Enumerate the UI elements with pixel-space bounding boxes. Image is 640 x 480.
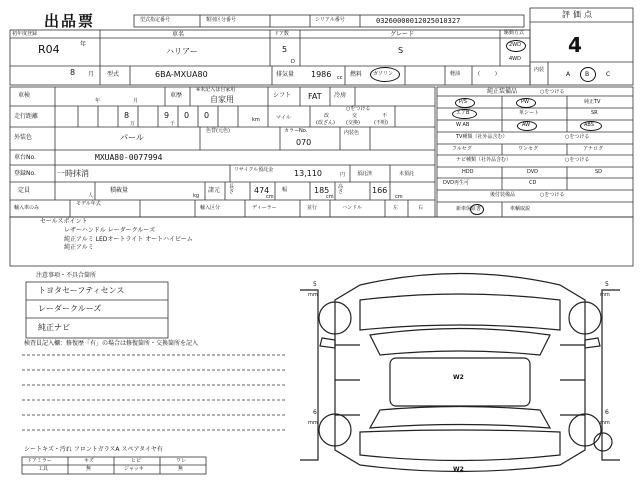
import-label: 輸入車のみ — [14, 205, 40, 211]
sales-label: セールスポイント — [40, 218, 88, 225]
tread-unit-rl: mm — [308, 420, 318, 426]
recycle-undeposited: 未預託 — [399, 171, 415, 177]
footer-v2: 無 — [86, 466, 92, 472]
shift-label: シフト — [273, 92, 292, 99]
meter-label: マイル — [276, 115, 291, 121]
displacement-label: 排気量 — [276, 71, 295, 78]
load-label: 積載量 — [110, 187, 129, 194]
rear-note: ○をつける — [540, 192, 565, 198]
drive-4wd: 4WD — [509, 56, 521, 62]
equip-aw: AW — [522, 122, 531, 128]
footer-h3: ヒビ — [131, 458, 142, 464]
footer-v4: 無 — [178, 466, 184, 472]
equip-pw: PW — [521, 99, 529, 105]
car-name-label: 車名 — [172, 31, 185, 38]
sales-line-2: 純正アルミ LEDオートライト オートハイビーム — [64, 236, 193, 243]
fuel-label: 燃料 — [350, 71, 363, 78]
fuel-other: ( ) — [478, 71, 497, 77]
rear-header: 後付装備品 — [490, 192, 516, 198]
equip-wab: W AB — [456, 122, 470, 128]
registration-label: 登録No. — [14, 170, 36, 177]
mark-rear: W2 — [453, 466, 464, 473]
warranty: 新車保証書 — [456, 206, 482, 212]
usage-value: 自家用 — [210, 95, 234, 104]
color-change-label: 色替(元色) — [206, 128, 230, 134]
equip-airb: エアB — [456, 110, 470, 116]
mileage-digit-3: 8 — [124, 111, 130, 120]
chassis-value: MXUA80-0077994 — [95, 153, 163, 162]
color-no: 070 — [296, 138, 312, 147]
tread-rear-left: 6 — [313, 409, 317, 416]
navi-label: ナビ種類（社外品含む） — [456, 157, 512, 163]
exterior-color: パール — [120, 133, 144, 142]
displacement-value: 1986 — [311, 70, 332, 79]
light-oil: 軽油 — [450, 71, 461, 77]
mileage-unit-man: 万 — [130, 121, 136, 127]
height-label: 高さ — [338, 184, 344, 195]
mileage-digit-6: 0 — [204, 111, 210, 120]
equip-leather: 革シート — [519, 110, 540, 116]
footer-h1: ドアミラー — [27, 458, 52, 464]
chassis-label: 車台No. — [14, 154, 36, 161]
grade-value: S — [398, 46, 404, 55]
meter-sub-3: (不明) — [374, 120, 388, 126]
mileage-digit-4: 9 — [164, 111, 170, 120]
car-diagram — [300, 274, 620, 472]
type-designation-label: 型式指定番号 — [140, 17, 171, 23]
dvd-label: DVD再生可 — [443, 180, 470, 186]
doors-value: 5 — [282, 45, 288, 54]
first-reg-label: 初年度登録 — [12, 31, 38, 37]
meter-circle-note: ○をつける — [346, 106, 371, 112]
doors-sub: D — [291, 59, 295, 65]
mileage-digit-5: 0 — [184, 111, 190, 120]
meter-opt-3: 不 — [382, 113, 388, 119]
note-line-1: トヨタセーフティセンス — [38, 286, 125, 295]
year-unit: 年 — [80, 41, 87, 48]
interior-color-label: 内装色 — [344, 130, 360, 136]
navi-dvd: DVD — [527, 169, 539, 175]
dims-label: 諸元 — [208, 187, 221, 194]
doors-label: ドア数 — [274, 31, 289, 37]
recycle-unit: 円 — [340, 172, 346, 178]
shift-value: FAT — [308, 92, 322, 101]
equipment-header: 純正装備品 — [487, 88, 518, 95]
tv-full: フルセグ — [452, 146, 472, 152]
tread-front-left: 5 — [313, 281, 317, 288]
navi-hdd: HDD — [462, 169, 474, 175]
load-unit: kg — [193, 193, 200, 199]
displacement-unit: cc — [337, 75, 343, 81]
reg-month: 8 — [70, 68, 76, 77]
mileage-unit-sen: 千 — [170, 121, 176, 127]
color-no-label: カラーNo. — [284, 128, 308, 134]
meter-sub-2: (交換) — [346, 120, 360, 126]
warranty-circle — [470, 204, 484, 215]
model-value: 6BA-MXUA80 — [155, 70, 208, 79]
recycle-label: リサイクル預託金 — [234, 167, 274, 173]
equip-sr: SR — [591, 110, 598, 116]
year-era: R04 — [38, 43, 60, 56]
tread-rear-right: 6 — [605, 409, 609, 416]
parallel: 並行 — [307, 205, 318, 211]
inspection-label: 車検 — [18, 92, 31, 99]
tv-label: TV種類（社外品含む） — [456, 134, 508, 140]
dealer: ディーラー — [252, 205, 277, 211]
sales-line-1: レザーハンドル レーダークルーズ — [64, 227, 156, 234]
mileage-label: 走行距離 — [14, 113, 39, 120]
grade-c: C — [606, 71, 611, 78]
interior-label: 内装 — [534, 67, 545, 73]
footer-v3: ジャッキ — [124, 466, 144, 472]
sheet-title: 出品票 — [44, 12, 96, 30]
inspector-label: 検査員記入欄：修復歴「有」の場合は修復箇所・交換箇所を記入 — [24, 340, 199, 347]
model-label: 型式 — [107, 71, 120, 78]
serial-label: シリアル番号 — [315, 17, 345, 23]
footer-h2: キズ — [84, 458, 94, 464]
usage-label: 車歴 — [170, 92, 183, 99]
recycle-value: 13,110 — [294, 169, 322, 178]
tv-analog: アナログ — [583, 146, 604, 152]
length-unit: cm — [266, 194, 274, 200]
handle-right: 右 — [418, 205, 424, 211]
equip-tv: 純正TV — [584, 99, 601, 105]
meter-opt-1: 改 — [324, 113, 330, 119]
model-year-label: モデル年式 — [76, 201, 101, 207]
car-name: ハリアー — [166, 47, 198, 56]
height-value: 166 — [372, 186, 388, 195]
footer-h4: ワレ — [176, 458, 187, 464]
tread-front-right: 5 — [605, 281, 609, 288]
notes-label: 注意事項・不具合箇所 — [36, 272, 97, 279]
grade-b: B — [585, 71, 590, 78]
width-unit: cm — [326, 194, 334, 200]
meter-opt-2: 交 — [352, 113, 358, 119]
inspection-month: 月 — [133, 98, 139, 104]
ac-label: 冷房 — [334, 92, 347, 99]
handle-label: ハンドル — [342, 205, 363, 211]
drive-label: 駆動方式 — [504, 30, 525, 36]
classification-label: 類別区分番号 — [206, 17, 237, 23]
tread-unit-fl: mm — [308, 292, 318, 298]
tread-unit-fr: mm — [600, 292, 610, 298]
score-value: 4 — [568, 33, 582, 57]
fuel-value: ガソリン — [373, 71, 394, 77]
sales-line-3: 純正アルミ — [64, 244, 94, 251]
tv-one: ワンセグ — [518, 146, 539, 152]
month-unit: 月 — [88, 71, 95, 78]
mileage-unit-km: km — [252, 117, 260, 123]
score-label: 評価点 — [562, 10, 595, 19]
usage-note: ※未記入は自家用 — [196, 87, 236, 93]
equip-abs: ABS — [584, 122, 594, 128]
footer-v1: 工具 — [38, 466, 49, 472]
width-label: 幅 — [282, 187, 288, 193]
mark-roof: W2 — [453, 374, 464, 381]
capacity-unit: 人 — [88, 193, 94, 199]
navi-note: ○をつける — [565, 157, 590, 163]
grade-a: A — [566, 71, 571, 78]
recycle-deposited: 預託済 — [357, 171, 373, 177]
navi-sd: SD — [595, 169, 603, 175]
serial-number: 03260000012025010327 — [376, 17, 461, 25]
inspection-year: 年 — [95, 98, 101, 104]
bottom-note: シートキズ・汚れ フロントガラスA スペアタイヤ有 — [24, 446, 163, 453]
length-value: 474 — [254, 186, 270, 195]
tread-unit-rr: mm — [600, 420, 610, 426]
note-line-3: 純正ナビ — [38, 323, 70, 332]
import-type-label: 輸入区分 — [200, 205, 221, 211]
registration-value: 一時抹消 — [57, 169, 89, 178]
height-unit: cm — [395, 194, 403, 200]
meter-sub-1: (改ざん) — [316, 120, 335, 126]
exterior-color-label: 外装色 — [14, 134, 33, 141]
width-value: 185 — [314, 186, 330, 195]
capacity-label: 定員 — [18, 187, 31, 194]
manual: 車輌取説 — [510, 206, 531, 212]
equipment-note: ○をつける — [540, 89, 565, 95]
drive-2wd: 2WD — [509, 42, 521, 48]
grade-label: グレード — [390, 31, 415, 38]
tv-note: ○をつける — [565, 134, 590, 140]
handle-left: 左 — [393, 205, 399, 211]
equip-ps: P/S — [459, 99, 467, 105]
note-line-2: レーダークルーズ — [38, 304, 102, 313]
cd-label: CD — [529, 180, 537, 186]
length-label: 長さ — [229, 184, 235, 195]
